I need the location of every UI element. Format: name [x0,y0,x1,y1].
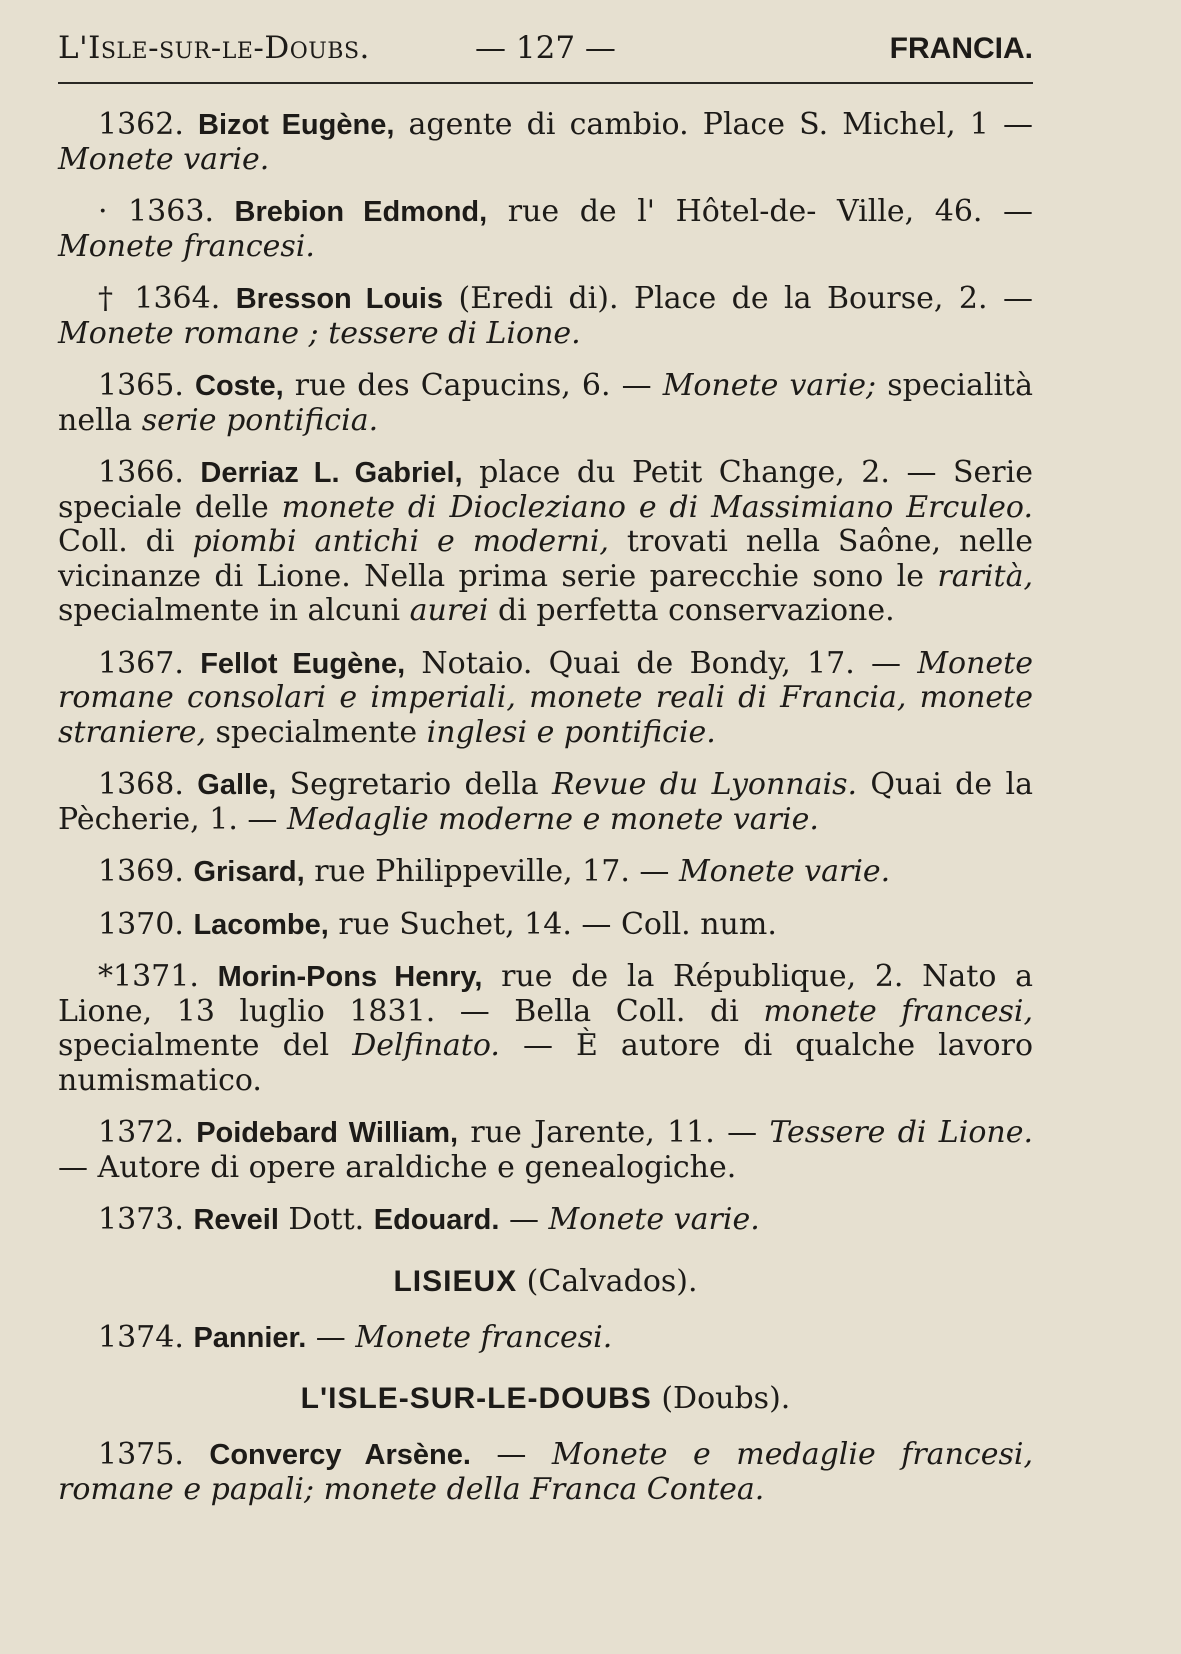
entry-name: Pannier. [193,1321,307,1354]
entry-text: di perfetta conservazione. [488,593,895,628]
entry-text: — [499,1202,549,1237]
entry-italic: rarità, [937,558,1033,594]
entry-list-lisieux [58,1321,1033,1356]
entry-name: Morin-Pons Henry, [217,961,483,993]
entry-italic: monete francesi, [763,993,1033,1029]
entry-mark: † [98,281,135,316]
entry-name: Convercy Arsène. [209,1439,471,1471]
entry-text: — [470,1437,552,1472]
entry-italic: Delfinato. [352,1028,500,1063]
entry-italic: Monete romane ; tessere di Lione. [58,315,581,351]
entry-number: 1372. [98,1115,184,1150]
entry-name: Fellot Eugène, [200,647,406,680]
entry [58,1438,1033,1507]
entry [58,195,1033,264]
entry-number: 1362. [98,107,184,142]
entry-text: Quai de la Pècherie, 1. — [58,767,1033,837]
entry-number: 1367. [98,645,184,681]
entry-text: specialmente in alcuni [58,593,410,628]
entry-name: Coste, [195,370,284,402]
entry [58,960,1033,1098]
entry-text: specialmente del [58,1028,353,1063]
entry-name: Grisard, [193,856,305,888]
entry-name: Bizot Eugène, [198,109,395,141]
entry-italic: inglesi e pontificie. [426,714,716,750]
entry-text: Notaio. Quai de Bondy, 17. — [405,645,918,681]
entry [58,282,1033,351]
entry-name: Reveil [193,1204,279,1236]
entry-text: — [306,1319,356,1355]
entry-number: 1363. [128,194,214,229]
section-heading-isle [58,1381,1033,1416]
entry-name: Derriaz L. Gabriel, [200,457,463,489]
section-region: (Calvados). [517,1263,698,1299]
entry-text: Coll. di [58,524,193,559]
entry-number: 1369. [98,854,184,889]
entry-italic: Medaglie moderne e monete varie. [286,801,819,837]
entry-text: rue Jarente, 11. — [458,1115,770,1150]
entry [58,1116,1033,1185]
entry-italic: aurei [409,593,489,628]
entry-list-isle [58,1438,1033,1507]
entry-number: 1366. [98,455,184,490]
entry-name: Poidebard William, [196,1117,459,1149]
entry-text: — Autore di opere araldiche e genealogiche. [58,1149,737,1185]
entry-mark: * [98,959,113,994]
running-head [58,30,1033,76]
entry [58,647,1033,751]
entry-text: Segretario della [276,767,552,802]
entry-number: 1365. [98,368,184,403]
running-head-left: L'Isle-sur-le-Doubs. [58,30,370,66]
entry [58,369,1033,438]
entry-list [58,108,1033,1238]
section-name: LISIEUX [393,1264,518,1298]
entry-italic: Monete francesi. [355,1319,613,1355]
entry-number: 1371. [113,959,199,994]
entry-text: rue des Capucins, 6. — [283,368,663,403]
entry [58,108,1033,177]
entry-name: Lacombe, [193,908,329,941]
entry-italic: serie pontificia. [141,402,379,438]
entry [58,456,1033,629]
entry [58,855,1033,890]
page [58,30,1033,1525]
entry-text: rue de l' Hôtel-de- Ville, 46. — [487,194,1033,229]
entry-text: place du Petit Change, 2. — Serie speciale delle [58,455,1033,525]
entry [58,1321,1033,1356]
entry-text: — È autore di qualche lavoro numismatico. [58,1028,1034,1098]
entry-name: Edouard. [373,1204,500,1236]
entry-italic: Monete varie. [548,1202,760,1237]
entry-text: rue de la République, 2. Nato a Lione, 13 luglio 1831. — Bella Coll. di [58,959,1033,1029]
entry-italic: Revue du Lyonnais. [551,767,858,802]
entry-text: Dott. [278,1202,374,1237]
entry-number: 1368. [98,767,184,802]
entry [58,768,1033,837]
entry-text: (Eredi di). Place de la Bourse, 2. — [443,281,1033,316]
entry-italic: Monete francesi. [58,228,315,264]
entry-italic: monete di Diocleziano e di Massimiano Erculeo. [281,489,1033,525]
entry-italic: Tessere di Lione. [769,1115,1033,1150]
header-rule [58,82,1033,84]
entry-italic: Monete varie. [58,141,270,177]
section-region: (Doubs). [651,1381,791,1416]
entry-text: rue Suchet, 14. — Coll. num. [328,906,777,942]
entry-italic: Monete e medaglie francesi, romane e papali; monete della Franca Contea. [58,1437,1033,1507]
running-head-right: FRANCIA. [889,32,1033,65]
entry-text: agente di cambio. Place S. Michel, 1 — [394,107,1033,142]
entry-text: trovati nella Saône, nelle vicinanze di Lione. Nella prima serie parecchie sono le [58,524,1033,594]
entry-text: specialità nella [58,368,1033,438]
entry [58,908,1033,943]
entry-italic: Monete varie; [662,368,877,403]
entry-name: Bresson Louis [235,283,444,315]
entry [58,1203,1033,1238]
entry-number: 1370. [98,906,184,942]
entry-number: 1375. [98,1437,184,1472]
entry-name: Galle, [197,769,277,801]
entry-number: 1364. [134,281,221,316]
entry-number: 1373. [98,1202,184,1237]
page-number: — 127 — [475,30,616,66]
entry-name: Brebion Edmond, [234,196,488,228]
entry-text: rue Philippeville, 17. — [304,854,679,889]
entry-number: 1374. [98,1319,184,1355]
entry-italic: Monete varie. [678,854,891,889]
entry-mark: · [98,194,129,229]
section-name: L'ISLE-SUR-LE-DOUBS [300,1382,652,1415]
entry-text: specialmente [205,714,427,750]
entry-italic: piombi antichi e moderni, [192,524,609,559]
section-heading-lisieux [58,1264,1033,1299]
entry-italic: Monete romane consolari e imperiali, monete reali di Francia, monete straniere, [58,645,1033,750]
